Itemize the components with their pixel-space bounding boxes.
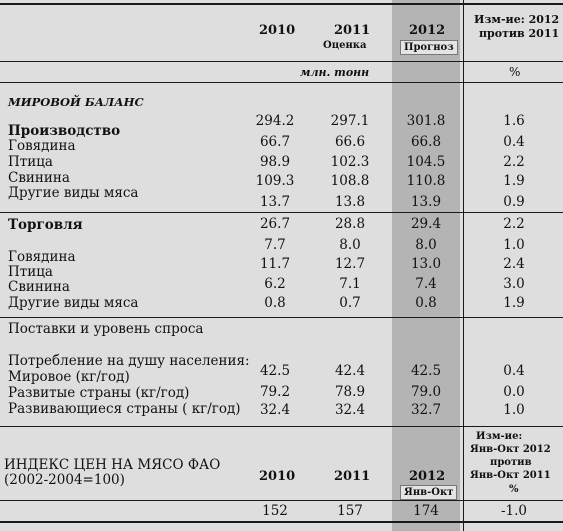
cell: 301.8 (406, 113, 446, 129)
units-percent: % (509, 65, 521, 79)
cell: 1.9 (503, 173, 525, 189)
row-label: Другие виды мяса (8, 185, 139, 201)
cell: 7.4 (415, 276, 437, 292)
trade-title: Торговля (8, 217, 83, 233)
index-change-line: Янв-Окт 2012 (470, 444, 551, 455)
cell: 12.7 (334, 256, 366, 272)
cell: 79.0 (410, 384, 442, 400)
cell: 13.9 (410, 194, 442, 210)
row-label: Другие виды мяса (8, 295, 139, 311)
cell: 294.2 (255, 113, 295, 129)
cell: 8.0 (339, 237, 361, 253)
cell: 2.2 (503, 216, 525, 232)
cell: 2.2 (503, 154, 525, 170)
cell: 7.1 (339, 276, 361, 292)
header-2012: 2012 (409, 23, 446, 38)
cell: 66.8 (410, 134, 442, 150)
cell: 13.7 (259, 194, 291, 210)
cell: 98.9 (259, 154, 291, 170)
index-header-2011: 2011 (334, 469, 371, 484)
cell: 0.4 (503, 363, 525, 379)
row-label: Птица (8, 264, 53, 280)
production-rule (0, 212, 563, 213)
header-rule (0, 61, 563, 62)
cell: 1.9 (503, 295, 525, 311)
cell: 32.7 (410, 402, 442, 418)
cell: 42.5 (259, 363, 291, 379)
header-2011-note: Оценка (323, 40, 367, 51)
index-base: (2002-2004=100) (4, 472, 125, 488)
row-label: Развитые страны (кг/год) (8, 385, 190, 401)
supply-rule (0, 426, 563, 427)
row-label: Свинина (8, 170, 70, 186)
header-change-line1: Изм-ие: 2012 (474, 13, 560, 26)
trade-rule (0, 317, 563, 318)
index-rule (0, 500, 563, 501)
index-change-line: Изм-ие: (476, 431, 523, 442)
cell: 0.7 (339, 295, 361, 311)
cell: 13.0 (410, 256, 442, 272)
cell: 152 (262, 503, 288, 519)
row-label: Развивающиеся страны ( кг/год) (8, 401, 241, 417)
cell: 104.5 (406, 154, 446, 170)
row-label: Птица (8, 154, 53, 170)
section-title: МИРОВОЙ БАЛАНС (8, 95, 144, 109)
cell: 42.5 (410, 363, 442, 379)
index-header-2012: 2012 (409, 469, 446, 484)
header-change-line2: против 2011 (479, 27, 560, 40)
cell: 32.4 (334, 402, 366, 418)
header-2012-note: Прогноз (400, 40, 458, 55)
units-tonnes: млн. тонн (300, 66, 370, 79)
bottom-rule (0, 521, 563, 523)
row-label: Говядина (8, 249, 76, 265)
row-label: Говядина (8, 138, 76, 154)
row-label: Свинина (8, 279, 70, 295)
supply-title: Поставки и уровень спроса (8, 321, 204, 337)
index-header-2010: 2010 (259, 469, 296, 484)
index-change-line: Янв-Окт 2011 (470, 470, 551, 481)
cell: 42.4 (334, 363, 366, 379)
cell: 8.0 (415, 237, 437, 253)
cell: 6.2 (264, 276, 286, 292)
cell: 32.4 (259, 402, 291, 418)
cell: 297.1 (330, 113, 370, 129)
cell: 1.6 (503, 113, 525, 129)
cell: 78.9 (334, 384, 366, 400)
cell: 13.8 (334, 194, 366, 210)
index-title: ИНДЕКС ЦЕН НА МЯСО ФАО (4, 457, 221, 473)
index-header-2012-note: Янв-Окт (400, 485, 457, 500)
cell: 26.7 (259, 216, 291, 232)
units-rule (0, 82, 563, 83)
cell: 102.3 (330, 154, 370, 170)
cell: 66.6 (334, 134, 366, 150)
cell: -1.0 (500, 503, 528, 519)
cell: 0.4 (503, 134, 525, 150)
cell: 109.3 (255, 173, 295, 189)
row-label: Мировое (кг/год) (8, 369, 130, 385)
cell: 157 (337, 503, 363, 519)
cell: 2.4 (503, 256, 525, 272)
production-title: Производство (8, 123, 121, 139)
column-divider (463, 0, 464, 531)
cell: 0.8 (264, 295, 286, 311)
cell: 29.4 (410, 216, 442, 232)
cell: 108.8 (330, 173, 370, 189)
header-2010: 2010 (259, 23, 296, 38)
cell: 110.8 (406, 173, 446, 189)
header-2011: 2011 (334, 23, 371, 38)
cell: 1.0 (503, 402, 525, 418)
cell: 79.2 (259, 384, 291, 400)
cell: 174 (413, 503, 439, 519)
consumption-title: Потребление на душу населения: (8, 353, 250, 369)
index-change-line: против (490, 457, 532, 468)
cell: 0.9 (503, 194, 525, 210)
index-change-line: % (509, 484, 519, 495)
cell: 7.7 (264, 237, 286, 253)
cell: 1.0 (503, 237, 525, 253)
cell: 0.0 (503, 384, 525, 400)
cell: 66.7 (259, 134, 291, 150)
cell: 11.7 (259, 256, 291, 272)
top-rule (0, 3, 563, 5)
cell: 0.8 (415, 295, 437, 311)
cell: 28.8 (334, 216, 366, 232)
cell: 3.0 (503, 276, 525, 292)
